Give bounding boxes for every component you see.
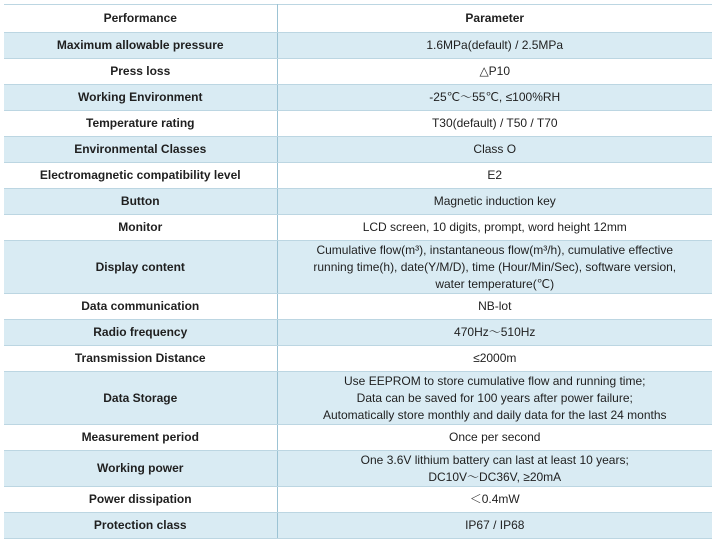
row-value: Magnetic induction key (277, 189, 712, 215)
table-row (4, 111, 712, 137)
table-row (4, 189, 712, 215)
table-row (4, 451, 712, 487)
table-row (4, 163, 712, 189)
row-value: T30(default) / T50 / T70 (277, 111, 712, 137)
spec-table-container (4, 4, 712, 539)
row-value: Cumulative flow(m³), instantaneous flow(m³/h), cumulative effective running time(h), date(Y/M/D), time (Hour/Min/Sec), software version, water temperature(℃) (277, 241, 712, 294)
table-row (4, 425, 712, 451)
row-value: -25℃～55℃, ≤100%RH (277, 85, 712, 111)
row-value: One 3.6V lithium battery can last at least 10 years; DC10V～DC36V, ≥20mA (277, 451, 712, 487)
row-label: Monitor (4, 215, 277, 241)
table-row (4, 487, 712, 513)
row-label: Working Environment (4, 85, 277, 111)
row-label: Electromagnetic compatibility level (4, 163, 277, 189)
row-label: Data Storage (4, 372, 277, 425)
table-row (4, 85, 712, 111)
row-value: Use EEPROM to store cumulative flow and running time; Data can be saved for 100 years after power failure; Automatically store monthly and daily data for the last 24 months (277, 372, 712, 425)
row-label: Power dissipation (4, 487, 277, 513)
table-header-row (4, 5, 712, 33)
header-performance: Performance (4, 5, 277, 33)
row-value: ＜0.4mW (277, 487, 712, 513)
table-row (4, 59, 712, 85)
table-row (4, 33, 712, 59)
spec-table (4, 4, 712, 539)
table-row (4, 320, 712, 346)
row-value: Class O (277, 137, 712, 163)
row-label: Working power (4, 451, 277, 487)
row-value: Once per second (277, 425, 712, 451)
row-label: Button (4, 189, 277, 215)
row-label: Display content (4, 241, 277, 294)
table-row (4, 294, 712, 320)
row-value: E2 (277, 163, 712, 189)
row-value: NB-lot (277, 294, 712, 320)
row-label: Temperature rating (4, 111, 277, 137)
table-row (4, 372, 712, 425)
row-label: Data communication (4, 294, 277, 320)
table-row (4, 513, 712, 539)
row-label: Measurement period (4, 425, 277, 451)
row-value: △P10 (277, 59, 712, 85)
row-label: Transmission Distance (4, 346, 277, 372)
table-row (4, 137, 712, 163)
row-value: LCD screen, 10 digits, prompt, word height 12mm (277, 215, 712, 241)
row-label: Protection class (4, 513, 277, 539)
row-value: 470Hz～510Hz (277, 320, 712, 346)
table-row (4, 346, 712, 372)
row-label: Maximum allowable pressure (4, 33, 277, 59)
table-body (4, 33, 712, 539)
row-label: Radio frequency (4, 320, 277, 346)
table-row (4, 215, 712, 241)
header-parameter: Parameter (277, 5, 712, 33)
table-row (4, 241, 712, 294)
row-value: ≤2000m (277, 346, 712, 372)
row-label: Press loss (4, 59, 277, 85)
row-value: 1.6MPa(default) / 2.5MPa (277, 33, 712, 59)
row-value: IP67 / IP68 (277, 513, 712, 539)
row-label: Environmental Classes (4, 137, 277, 163)
